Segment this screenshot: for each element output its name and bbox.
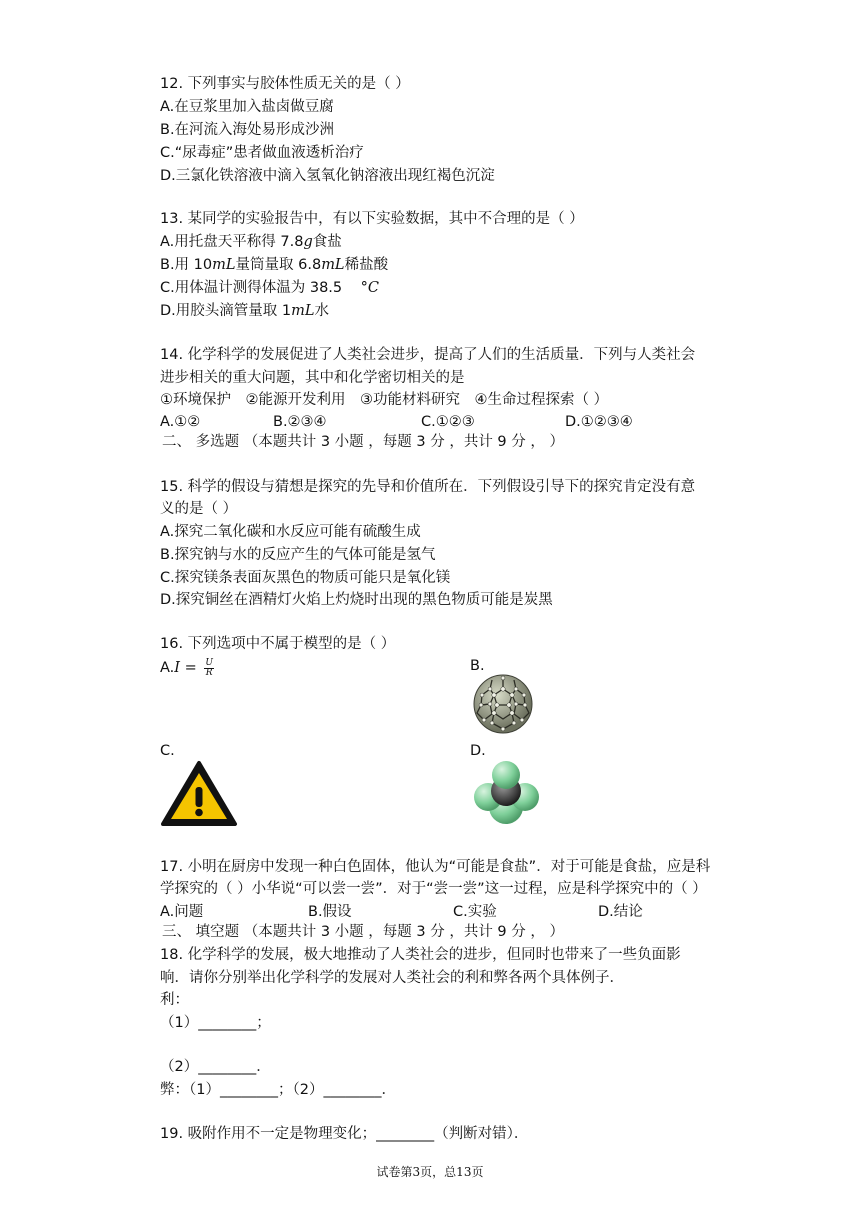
q16-a-numerator: U bbox=[205, 657, 213, 668]
q12-option-c: C.“尿毒症”患者做血液透析治疗 bbox=[160, 145, 364, 161]
q14-stem-line1: 14. 化学科学的发展促进了人类社会进步，提高了人们的生活质量．下列与人类社会 bbox=[160, 347, 696, 363]
q14-items: ①环境保护 ②能源开发利用 ③功能材料研究 ④生命过程探索（ ） bbox=[160, 392, 609, 408]
q18-stem-line1: 18. 化学科学的发展，极大地推动了人类社会的进步，但同时也带来了一些负面影 bbox=[160, 947, 681, 963]
q18-benefits-label: 利： bbox=[160, 992, 189, 1008]
q12-option-a: A.在豆浆里加入盐卤做豆腐 bbox=[160, 99, 334, 115]
q13-a-text-post: 食盐 bbox=[312, 234, 342, 250]
section-title-multiple-choice: 二、 多选题 （本题共计 3 小题 ，每题 3 分 ，共计 9 分 ， ） bbox=[162, 434, 564, 450]
q13-option-d bbox=[160, 301, 329, 321]
q16-a-label: A. bbox=[160, 660, 175, 676]
q15-stem-line1: 15. 科学的假设与猜想是探究的先导和价值所在．下列假设引导下的探究肯定没有意 bbox=[160, 479, 696, 495]
molecule-space-filling-model-image bbox=[470, 761, 542, 827]
q16-a-denominator: R bbox=[205, 667, 213, 678]
q13-b-unit2: mL bbox=[321, 257, 345, 273]
q16-a-current: I bbox=[174, 660, 181, 676]
q15-stem-line2: 义的是（ ） bbox=[160, 501, 238, 517]
warning-sign-icon bbox=[160, 760, 238, 828]
q18-benefit-blank-2[interactable]: （2）________． bbox=[160, 1059, 271, 1075]
q15-option-a: A.探究二氧化碳和水反应可能有硫酸生成 bbox=[160, 524, 421, 540]
q18-stem-line2: 响．请你分别举出化学科学的发展对人类社会的利和弊各两个具体例子． bbox=[160, 970, 624, 986]
q17-stem-line2: 学探究的（ ）小华说“可以尝一尝”．对于“尝一尝”这一过程，应是科学探究中的（ ） bbox=[160, 881, 707, 897]
q13-c-text: C.用体温计测得体温为 38.5 bbox=[160, 280, 343, 296]
q17-option-b: B.假设 bbox=[308, 904, 352, 920]
q13-b-text-post: 稀盐酸 bbox=[344, 257, 389, 273]
q18-drawbacks-blanks[interactable]: 弊：（1）________；（2）________． bbox=[160, 1082, 396, 1098]
q13-d-unit: mL bbox=[291, 303, 315, 319]
q16-option-c-label: C. bbox=[160, 743, 175, 759]
q13-a-text: A.用托盘天平称得 7.8 bbox=[160, 234, 304, 250]
q19-stem: 19. 吸附作用不一定是物理变化；________（判断对错）． bbox=[160, 1126, 529, 1142]
fullerene-molecule-image bbox=[470, 673, 536, 735]
section-title-fill-in: 三、 填空题 （本题共计 3 小题 ，每题 3 分 ，共计 9 分 ， ） bbox=[162, 924, 564, 940]
q16-a-equals: = bbox=[180, 660, 202, 676]
q13-c-unit: °C bbox=[360, 280, 379, 296]
q13-d-text-post: 水 bbox=[314, 303, 329, 319]
q16-stem: 16. 下列选项中不属于模型的是（ ） bbox=[160, 636, 396, 652]
q13-b-unit1: mL bbox=[212, 257, 236, 273]
q13-option-a bbox=[160, 232, 342, 252]
q16-option-a bbox=[160, 658, 214, 678]
q13-option-c bbox=[160, 278, 379, 298]
q12-option-b: B.在河流入海处易形成沙洲 bbox=[160, 122, 335, 138]
q13-stem: 13. 某同学的实验报告中，有以下实验数据，其中不合理的是（ ） bbox=[160, 211, 584, 227]
page-footer: 试卷第3页，总13页 bbox=[376, 1165, 484, 1179]
q12-option-d: D.三氯化铁溶液中滴入氢氧化钠溶液出现红褐色沉淀 bbox=[160, 168, 495, 184]
q17-option-d: D.结论 bbox=[598, 904, 643, 920]
q13-b-text-mid: 量筒量取 6.8 bbox=[235, 257, 322, 273]
q16-option-d-label: D. bbox=[470, 743, 486, 759]
q12-stem: 12. 下列事实与胶体性质无关的是（ ） bbox=[160, 76, 410, 92]
q17-option-a: A.问题 bbox=[160, 904, 204, 920]
q17-option-c: C.实验 bbox=[453, 904, 497, 920]
q15-option-c: C.探究镁条表面灰黑色的物质可能只是氧化镁 bbox=[160, 570, 451, 586]
q17-stem-line1: 17. 小明在厨房中发现一种白色固体，他认为“可能是食盐”．对于可能是食盐，应是科 bbox=[160, 859, 711, 875]
q13-b-text: B.用 10 bbox=[160, 257, 213, 273]
q16-a-fraction bbox=[204, 659, 214, 678]
q13-a-unit: g bbox=[303, 234, 313, 250]
q13-option-b bbox=[160, 255, 388, 275]
q15-option-d: D.探究铜丝在酒精灯火焰上灼烧时出现的黑色物质可能是炭黑 bbox=[160, 592, 553, 608]
q15-option-b: B.探究钠与水的反应产生的气体可能是氢气 bbox=[160, 547, 436, 563]
q14-option-a: A.①② bbox=[160, 414, 201, 430]
q18-benefit-blank-1[interactable]: （1）________； bbox=[160, 1015, 271, 1031]
q16-option-b-label: B. bbox=[470, 658, 485, 674]
q14-option-c: C.①②③ bbox=[421, 414, 475, 430]
q14-stem-line2: 进步相关的重大问题，其中和化学密切相关的是 bbox=[160, 370, 465, 386]
q14-option-d: D.①②③④ bbox=[565, 414, 633, 430]
q13-d-text: D.用胶头滴管量取 1 bbox=[160, 303, 292, 319]
q14-option-b: B.②③④ bbox=[273, 414, 327, 430]
